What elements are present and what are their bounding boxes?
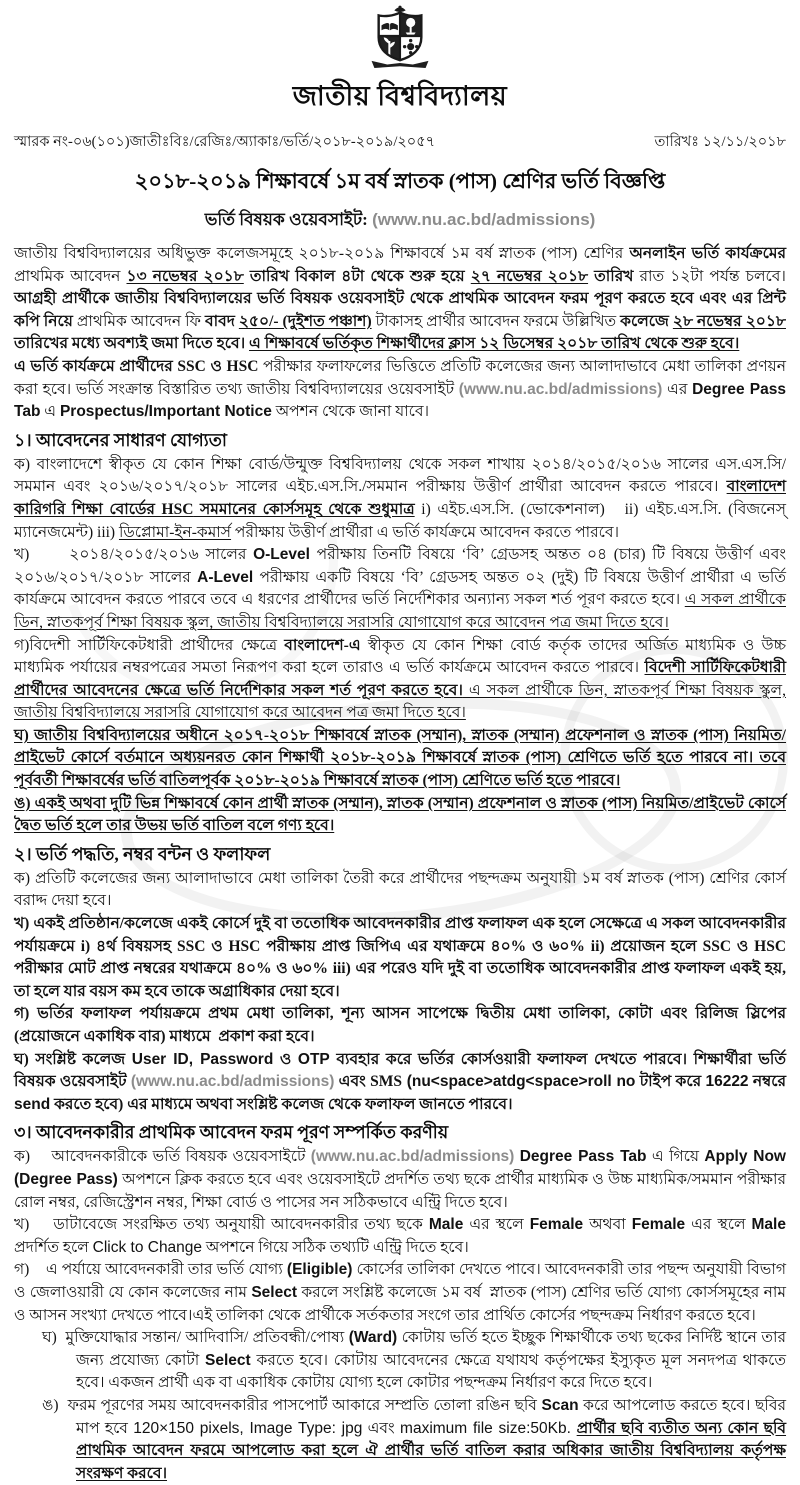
section-heading: ৩। আবেদনকারীর প্রাথমিক আবেদন ফরম পূরণ সম্পর্কিত করণীয় [14, 1122, 449, 1143]
nu-emblem-icon [357, 4, 443, 68]
paragraph: গ) ভর্তির ফলাফল পর্যায়ক্রমে প্রথম মেধা তালিকা, শূন্য আসন সাপেক্ষে দ্বিতীয় মেধা তালিকা, কোটা এবং রিলিজ স্লিপের (প্রয়োজনে একাধিক বার) মাধ্যমে প্রকাশ করা হবে। [14, 1005, 786, 1045]
paragraph: ঘ) সংশ্লিষ্ট কলেজ User ID, Password ও OTP ব্যবহার করে ভর্তির কোর্সওয়ারী ফলাফল দেখতে পারবে। শিক্ষার্থীরা ভর্তি বিষয়ক ওয়েবসাইট (www.nu.ac.bd/admissions) এবং SMS (nu<space>atdg<space>roll no টাইপ করে 16222 নম্বরে send করতে হবে) এর মাধ্যমে অথবা সংশ্লিষ্ট কলেজ থেকে ফলাফল জানতে পারবে। [14, 1050, 787, 1113]
memo-row [14, 131, 786, 155]
paragraph: এ ভর্তি কার্যক্রমে প্রার্থীদের SSC ও HSC পরীক্ষার ফলাফলের ভিত্তিতে প্রতিটি কলেজের জন্য আলাদাভাবে মেধা তালিকা প্রণয়ন করা হবে। ভর্তি সংক্রান্ত বিস্তারিত তথ্য জাতীয় বিশ্ববিদ্যালয়ের ওয়েবসাইট (www.nu.ac.bd/admissions) এর Degree Pass Tab এ Prospectus/Important Notice অপশন থেকে জানা যাবে। [14, 357, 786, 421]
section-heading: ২। ভর্তি পদ্ধতি, নম্বর বন্টন ও ফলাফল [14, 843, 271, 864]
paragraph: ঙ) একই অথবা দুটি ভিন্ন শিক্ষাবর্ষে কোন প্রার্থী স্নাতক (সম্মান), স্নাতক (সম্মান) প্রফেশনাল ও স্নাতক (পাস) নিয়মিত/প্রাইভেট কোর্সে দ্বৈত ভর্তি হলে তার উভয় ভর্তি বাতিল বলে গণ্য হবে। [14, 794, 786, 835]
memo-number: স্মারক নং-০৬(১০১)জাতীঃবিঃ/রেজিঃ/অ্যাকাঃ/ভর্তি/২০১৮-২০১৯/২০৫৭ [14, 134, 436, 150]
paragraph: ঘ) জাতীয় বিশ্ববিদ্যালয়ের অধীনে ২০১৭-২০১৮ শিক্ষাবর্ষে স্নাতক (সম্মান), স্নাতক (সম্মান) প্রফেশনাল ও স্নাতক (পাস) নিয়মিত/প্রাইভেট কোর্সে বর্তমানে অধ্যয়নরত কোন শিক্ষার্থী ২০১৮-২০১৯ শিক্ষাবর্ষে স্নাতক (পাস) শ্রেণিতে ভর্তি হতে পারবে না। তবে পূর্ববর্তী শিক্ষাবর্ষের ভর্তি বাতিলপূর্বক ২০১৮-২০১৯ শিক্ষাবর্ষে স্নাতক (পাস) শ্রেণিতে ভর্তি হতে পারবে। [14, 726, 786, 790]
university-name: জাতীয় বিশ্ববিদ্যালয় [292, 81, 508, 111]
paragraph: ঘ) মুক্তিযোদ্ধার সন্তান/ আদিবাসি/ প্রতিবন্ধী/পোষ্য (Ward) কোটায় ভর্তি হতে ইচ্ছুক শিক্ষার্থীকে তথ্য ছকের নির্দিষ্ট স্থানে তার জন্য প্রযোজ্য কোটা Select করতে হবে। কোটায় আবেদনের ক্ষেত্রে যথাযথ কর্তৃপক্ষের ইস্যুকৃত মূল সনদপত্র থাকতে হবে। একজন প্রার্থী এক বা একাধিক কোটায় যোগ্য হলে কোটার পছন্দক্রম নির্ধারণ করে দিতে হবে। [42, 1329, 786, 1392]
notice-date: তারিখঃ ১২/১১/২০১৮ [654, 134, 786, 150]
paragraph: গ)বিদেশী সার্টিফিকেটধারী প্রার্থীদের ক্ষেত্রে বাংলাদেশ-এ স্বীকৃত যে কোন শিক্ষা বোর্ড কর্তৃক তাদের অর্জিত মাধ্যমিক ও উচ্চ মাধ্যমিক পর্যায়ের নম্বরপত্রের সমতা নিরূপণ করা হলে তারাও এ ভর্তি কার্যক্রমে আবেদন করতে পারবে। বিদেশী সার্টিফিকেটধারী প্রার্থীদের আবেদনের ক্ষেত্রে ভর্তি নির্দেশিকার সকল শর্ত পূরণ করতে হবে। এ সকল প্রার্থীকে ডিন, স্নাতকপূর্ব শিক্ষা বিষয়ক স্কুল, জাতীয় বিশ্ববিদ্যালয়ে সরাসরি যোগাযোগ করে আবেদন পত্র জমা দিতে হবে। [14, 636, 787, 722]
paragraph: খ) ২০১৪/২০১৫/২০১৬ সালের O-Level পরীক্ষায় তিনটি বিষয়ে ‘বি’ গ্রেডসহ অন্তত ০৪ (চার) টি বিষয়ে উত্তীর্ণ এবং ২০১৬/২০১৭/২০১৮ সালের A-Level পরীক্ষায় একটি বিষয়ে ‘বি’ গ্রেডসহ অন্তত ০২ (দুই) টি বিষয়ে উত্তীর্ণ প্রার্থীরা এ ভর্তি কার্যক্রমে আবেদন করতে পারবে তবে এ ধরণের প্রার্থীদের ভর্তি নির্দেশিকার অন্যান্য সকল শর্ত পূরণ করতে হবে। এ সকল প্রার্থীকে ডিন, স্নাতকপূর্ব শিক্ষা বিষয়ক স্কুল, জাতীয় বিশ্ববিদ্যালয়ে সরাসরি যোগাযোগ করে আবেদন পত্র জমা দিতে হবে। [14, 546, 786, 631]
paragraph: ক) বাংলাদেশে স্বীকৃত যে কোন শিক্ষা বোর্ড/উন্মুক্ত বিশ্ববিদ্যালয় থেকে সকল শাখায় ২০১৪/২০১৫/২০১৬ সালের এস.এস.সি/সমমান এবং ২০১৬/২০১৭/২০১৮ সালের এইচ.এস.সি./সমমান পরীক্ষায় উত্তীর্ণ প্রার্থীরা আবেদন করতে পারবে। বাংলাদেশ কারিগরি শিক্ষা বোর্ডের HSC সমমানের কোর্সসমূহ থেকে শুধুমাত্র i) এইচ.এস.সি. (ভোকেশনাল) ii) এইচ.এস.সি. (বিজনেস্ ম্যানেজমেন্ট) iii) ডিপ্লোমা-ইন-কমার্স পরীক্ষায় উত্তীর্ণ প্রার্থীরা এ ভর্তি কার্যক্রমে আবেদন করতে পারবে। [14, 455, 786, 541]
doc-body [14, 243, 786, 1485]
website-url: (www.nu.ac.bd/admissions) [372, 210, 596, 229]
notice-title: ২০১৮-২০১৯ শিক্ষাবর্ষে ১ম বর্ষ স্নাতক (পাস) শ্রেণির ভর্তি বিজ্ঞপ্তি [134, 169, 666, 193]
paragraph: খ) একই প্রতিষ্ঠান/কলেজে একই কোর্সে দুই বা ততোধিক আবেদনকারীর প্রাপ্ত ফলাফল এক হলে সেক্ষেত্রে এ সকল আবেদনকারীর পর্যায়ক্রমে i) ৪র্থ বিষয়সহ SSC ও HSC পরীক্ষায় প্রাপ্ত জিপিএ এর যথাক্রমে ৪০% ও ৬০% ii) প্রয়োজন হলে SSC ও HSC পরীক্ষার মোট প্রাপ্ত নম্বরের যথাক্রমে ৪০% ও ৬০% iii) এর পরেও যদি দুই বা ততোধিক আবেদনকারীর প্রাপ্ত ফলাফল একই হয়, তা হলে যার বয়স কম হবে তাকে অগ্রাধিকার দেয়া হবে। [14, 915, 787, 1000]
website-label: ভর্তি বিষয়ক ওয়েবসাইট: [204, 210, 368, 229]
paragraph: খ) ডাটাবেজে সংরক্ষিত তথ্য অনুযায়ী আবেদনকারীর তথ্য ছকে Male এর স্থলে Female অথবা Female এর স্থলে Male প্রদর্শিত হলে Click to Change অপশনে গিয়ে সঠিক তথ্যটি এন্ট্রি দিতে হবে। [14, 1216, 786, 1256]
section-heading: ১। আবেদনের সাধারণ যোগ্যতা [14, 429, 227, 450]
paragraph: ক) প্রতিটি কলেজের জন্য আলাদাভাবে মেধা তালিকা তৈরী করে প্রার্থীদের পছন্দক্রম অনুযায়ী ১ম বর্ষ স্নাতক (পাস) শ্রেণির কোর্স বরাদ্দ দেয়া হবে। [14, 869, 786, 910]
paragraph: ঙ) ফরম পূরণের সময় আবেদনকারীর পাসপোর্ট আকারে সম্প্রতি তোলা রঙিন ছবি Scan করে আপলোড করতে হবে। ছবির মাপ হবে 120×150 pixels, Image Type: jpg এবং maximum file size:50Kb. প্রার্থীর ছবি ব্যতীত অন্য কোন ছবি প্রাথমিক আবেদন ফরমে আপলোড করা হলে ঐ প্রার্থীর ভর্তি বাতিল করার অধিকার জাতীয় বিশ্ববিদ্যালয় কর্তৃপক্ষ সংরক্ষণ করবে। [42, 1396, 787, 1482]
notice-header [14, 0, 786, 235]
paragraph: জাতীয় বিশ্ববিদ্যালয়ের অধিভুক্ত কলেজসমূহে ২০১৮-২০১৯ শিক্ষাবর্ষে ১ম বর্ষ স্নাতক (পাস) শ্রেণির অনলাইন ভর্তি কার্যক্রমের প্রাথমিক আবেদন ১৩ নভেম্বর ২০১৮ তারিখ বিকাল ৪টা থেকে শুরু হয়ে ২৭ নভেম্বর ২০১৮ তারিখ রাত ১২টা পর্যন্ত চলবে। আগ্রহী প্রার্থীকে জাতীয় বিশ্ববিদ্যালয়ের ভর্তি বিষয়ক ওয়েবসাইট থেকে প্রাথমিক আবেদন ফরম পূরণ করতে হবে এবং এর প্রিন্ট কপি নিয়ে প্রাথমিক আবেদন ফি বাবদ ২৫০/- (দুইশত পঞ্চাশ) টাকাসহ প্রার্থীর আবেদন ফরমে উল্লিখিত কলেজে ২৮ নভেম্বর ২০১৮ তারিখের মধ্যে অবশ্যই জমা দিতে হবে। এ শিক্ষাবর্ষে ভর্তিকৃত শিক্ষার্থীদের ক্লাস ১২ ডিসেম্বর ২০১৮ তারিখ থেকে শুরু হবে। [14, 245, 786, 353]
nu-logo [14, 0, 786, 68]
paragraph: গ) এ পর্যায়ে আবেদনকারী তার ভর্তি যোগ্য (Eligible) কোর্সের তালিকা দেখতে পাবে। আবেদনকারী তার পছন্দ অনুযায়ী বিভাগ ও জেলাওয়ারী যে কোন কলেজের নাম Select করলে সংশ্লিষ্ট কলেজে ১ম বর্ষ স্নাতক (পাস) শ্রেণির ভর্তি যোগ্য কোর্সসমূহের নাম ও আসন সংখ্যা দেখতে পাবে।এই তালিকা থেকে প্রার্থীকে সর্তকতার সংগে তার প্রার্থিত কোর্সের পছন্দক্রম নির্ধারণ করতে হবে। [14, 1261, 787, 1324]
website-line [14, 207, 786, 235]
paragraph: ক) আবেদনকারীকে ভর্তি বিষয়ক ওয়েবসাইটে (www.nu.ac.bd/admissions) Degree Pass Tab এ গিয়ে Apply Now (Degree Pass) অপশনে ক্লিক করতে হবে এবং ওয়েবসাইটে প্রদর্শিত তথ্য ছকে প্রার্থীর মাধ্যমিক ও উচ্চ মাধ্যমিক/সমমান পরীক্ষার রোল নম্বর, রেজিস্ট্রেশন নম্বর, শিক্ষা বোর্ড ও পাসের সন সঠিকভাবে এন্ট্রি দিতে হবে। [14, 1148, 786, 1211]
